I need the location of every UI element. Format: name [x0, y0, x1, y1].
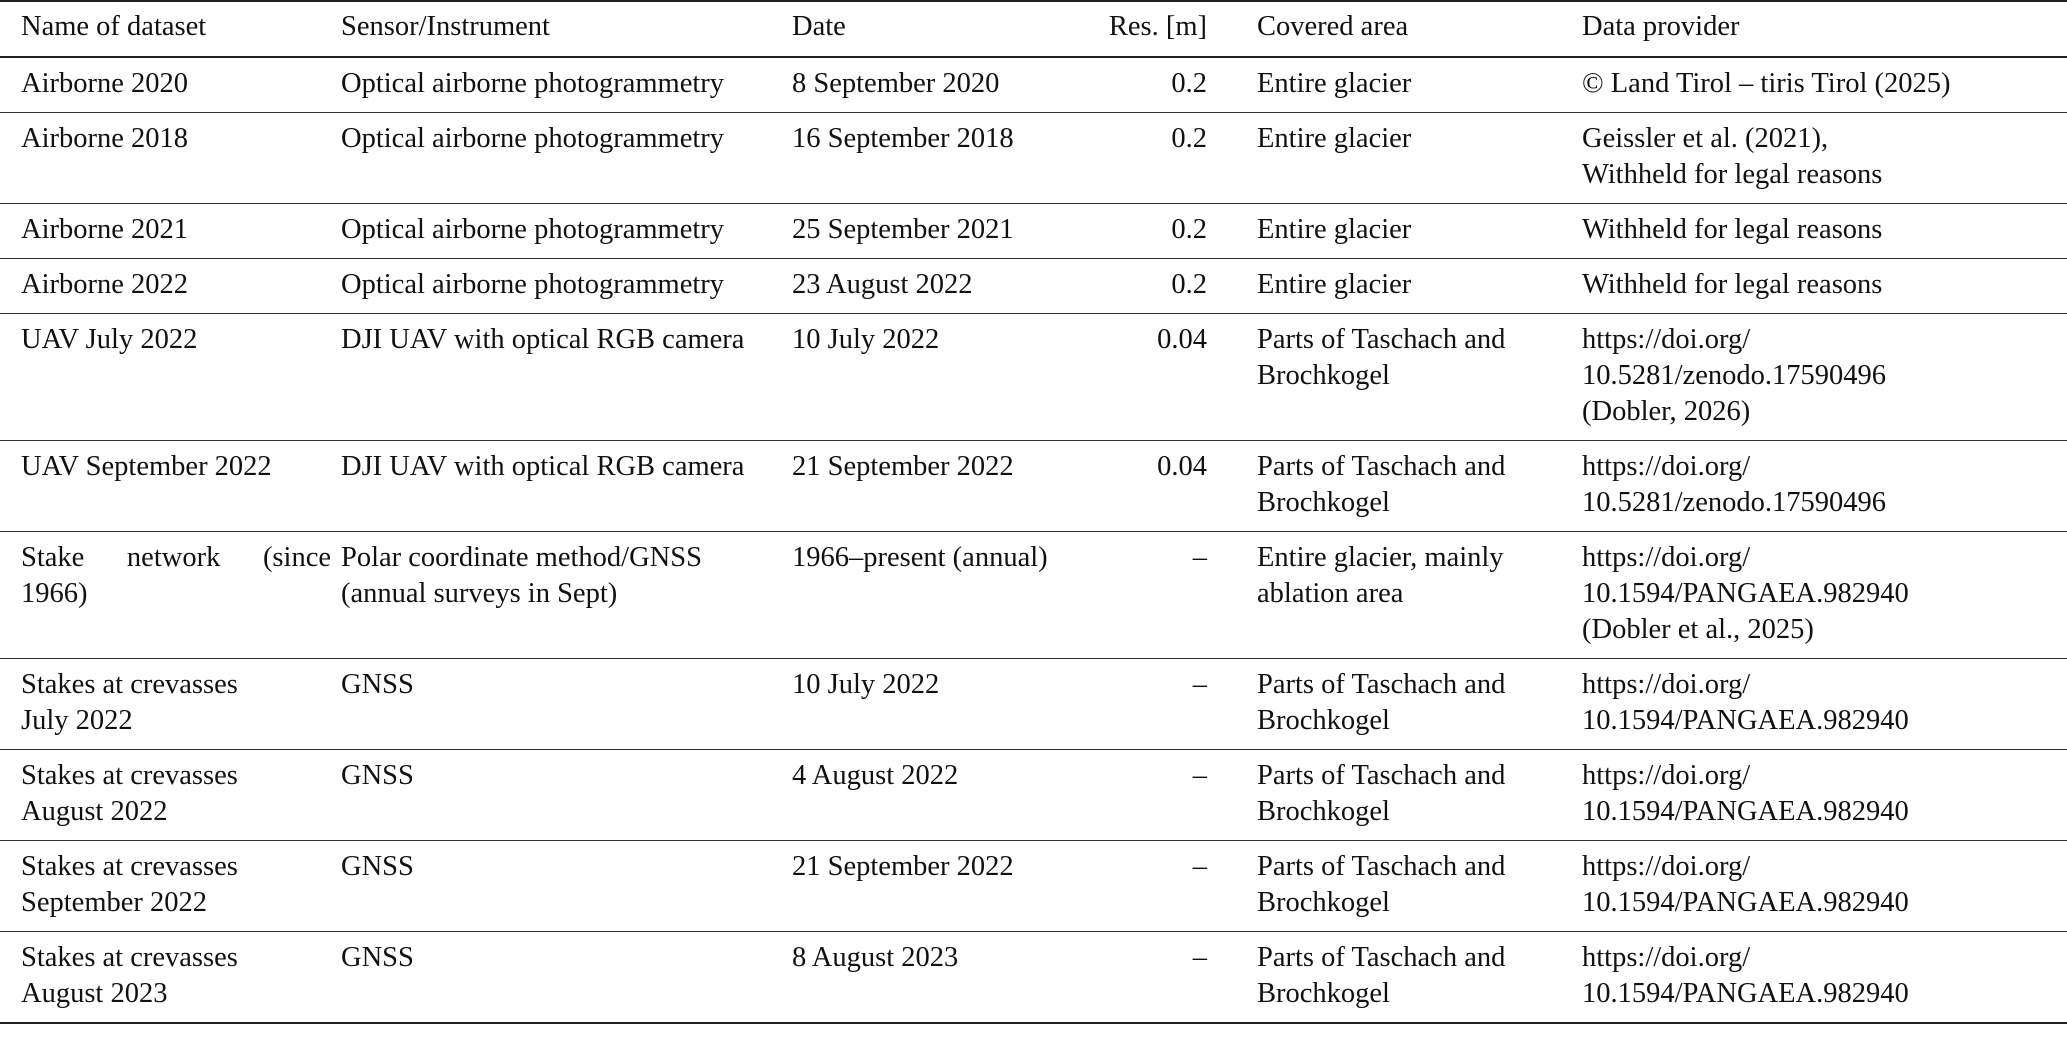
cell-date: 23 August 2022	[792, 269, 973, 300]
table-header	[0, 1, 2067, 57]
table-row	[0, 113, 2067, 204]
cell-sensor: GNSS	[341, 760, 414, 791]
cell-covered-area: Parts of Taschach and Brochkogel	[1257, 451, 1506, 518]
cell-resolution: –	[1192, 669, 1207, 700]
cell-data-provider: https://doi.org/ 10.1594/PANGAEA.982940	[1582, 760, 1909, 827]
cell-data-provider: Withheld for legal reasons	[1582, 214, 1883, 245]
cell-data-provider: Withheld for legal reasons	[1582, 269, 1883, 300]
cell-sensor: DJI UAV with optical RGB camera	[341, 324, 745, 355]
cell-resolution: 0.2	[1171, 214, 1207, 245]
cell-dataset-name: UAV July 2022	[21, 324, 198, 355]
cell-covered-area: Parts of Taschach and Brochkogel	[1257, 851, 1506, 918]
cell-sensor: Polar coordinate method/GNSS (annual surveys in Sept)	[341, 542, 702, 609]
header-covered-area: Covered area	[1257, 11, 1409, 42]
cell-resolution: –	[1192, 942, 1207, 973]
cell-sensor: Optical airborne photogrammetry	[341, 123, 725, 154]
cell-sensor: GNSS	[341, 669, 414, 700]
cell-dataset-name: Airborne 2020	[21, 68, 189, 99]
cell-resolution: 0.2	[1171, 123, 1207, 154]
cell-resolution: 0.2	[1171, 68, 1207, 99]
cell-data-provider: https://doi.org/ 10.1594/PANGAEA.982940	[1582, 669, 1909, 736]
table-row	[0, 932, 2067, 1024]
cell-date: 25 September 2021	[792, 214, 1014, 245]
cell-dataset-name: Airborne 2022	[21, 269, 189, 300]
cell-sensor: GNSS	[341, 942, 414, 973]
cell-data-provider: https://doi.org/ 10.1594/PANGAEA.982940 (Dobler et al., 2025)	[1582, 542, 1909, 645]
cell-dataset-name: Airborne 2018	[21, 123, 189, 154]
header-resolution: Res. [m]	[1108, 11, 1207, 42]
cell-sensor: Optical airborne photogrammetry	[341, 269, 725, 300]
cell-resolution: –	[1192, 542, 1207, 573]
table-body	[0, 57, 2067, 1023]
cell-dataset-name: Stakes at crevasses September 2022	[21, 851, 238, 918]
cell-data-provider: https://doi.org/ 10.5281/zenodo.17590496 (Dobler, 2026)	[1582, 324, 1886, 427]
cell-covered-area: Entire glacier	[1257, 123, 1412, 154]
cell-sensor: DJI UAV with optical RGB camera	[341, 451, 745, 482]
table-row	[0, 841, 2067, 932]
table-row	[0, 314, 2067, 441]
cell-dataset-name: Airborne 2021	[21, 214, 189, 245]
cell-date: 21 September 2022	[792, 851, 1014, 882]
cell-resolution: 0.04	[1157, 324, 1207, 355]
cell-date: 4 August 2022	[792, 760, 959, 791]
table-row	[0, 259, 2067, 314]
header-row	[0, 1, 2067, 57]
cell-date: 8 August 2023	[792, 942, 959, 973]
cell-date: 10 July 2022	[792, 324, 940, 355]
cell-date: 21 September 2022	[792, 451, 1014, 482]
table-row	[0, 750, 2067, 841]
cell-resolution: –	[1192, 760, 1207, 791]
cell-covered-area: Parts of Taschach and Brochkogel	[1257, 669, 1506, 736]
cell-date: 10 July 2022	[792, 669, 940, 700]
cell-covered-area: Entire glacier	[1257, 214, 1412, 245]
cell-covered-area: Entire glacier	[1257, 68, 1412, 99]
table-row	[0, 204, 2067, 259]
cell-resolution: –	[1192, 851, 1207, 882]
table-row	[0, 57, 2067, 113]
cell-covered-area: Parts of Taschach and Brochkogel	[1257, 942, 1506, 1009]
cell-covered-area: Entire glacier, mainly ablation area	[1257, 542, 1504, 609]
cell-data-provider: https://doi.org/ 10.1594/PANGAEA.982940	[1582, 942, 1909, 1009]
cell-covered-area: Parts of Taschach and Brochkogel	[1257, 760, 1506, 827]
cell-dataset-name: UAV September 2022	[21, 451, 272, 482]
cell-dataset-name: Stakes at crevasses July 2022	[21, 669, 238, 736]
cell-dataset-name: Stake network (since 1966)	[21, 542, 331, 609]
cell-data-provider: Geissler et al. (2021), Withheld for legal reasons	[1582, 123, 1883, 190]
cell-dataset-name: Stakes at crevasses August 2023	[21, 942, 238, 1009]
cell-data-provider: https://doi.org/ 10.5281/zenodo.17590496	[1582, 451, 1886, 518]
header-sensor: Sensor/Instrument	[341, 11, 550, 42]
cell-covered-area: Parts of Taschach and Brochkogel	[1257, 324, 1506, 391]
cell-data-provider: https://doi.org/ 10.1594/PANGAEA.982940	[1582, 851, 1909, 918]
header-date: Date	[792, 11, 846, 42]
cell-data-provider: © Land Tirol – tiris Tirol (2025)	[1582, 68, 1951, 99]
cell-date: 1966–present (annual)	[792, 542, 1048, 573]
table-row	[0, 441, 2067, 532]
cell-resolution: 0.04	[1157, 451, 1207, 482]
cell-resolution: 0.2	[1171, 269, 1207, 300]
header-name: Name of dataset	[21, 11, 207, 42]
table-row	[0, 659, 2067, 750]
cell-date: 16 September 2018	[792, 123, 1014, 154]
cell-covered-area: Entire glacier	[1257, 269, 1412, 300]
header-data-provider: Data provider	[1582, 11, 1740, 42]
cell-dataset-name: Stakes at crevasses August 2022	[21, 760, 238, 827]
cell-date: 8 September 2020	[792, 68, 1000, 99]
cell-sensor: Optical airborne photogrammetry	[341, 68, 725, 99]
table-row	[0, 532, 2067, 659]
cell-sensor: Optical airborne photogrammetry	[341, 214, 725, 245]
cell-sensor: GNSS	[341, 851, 414, 882]
